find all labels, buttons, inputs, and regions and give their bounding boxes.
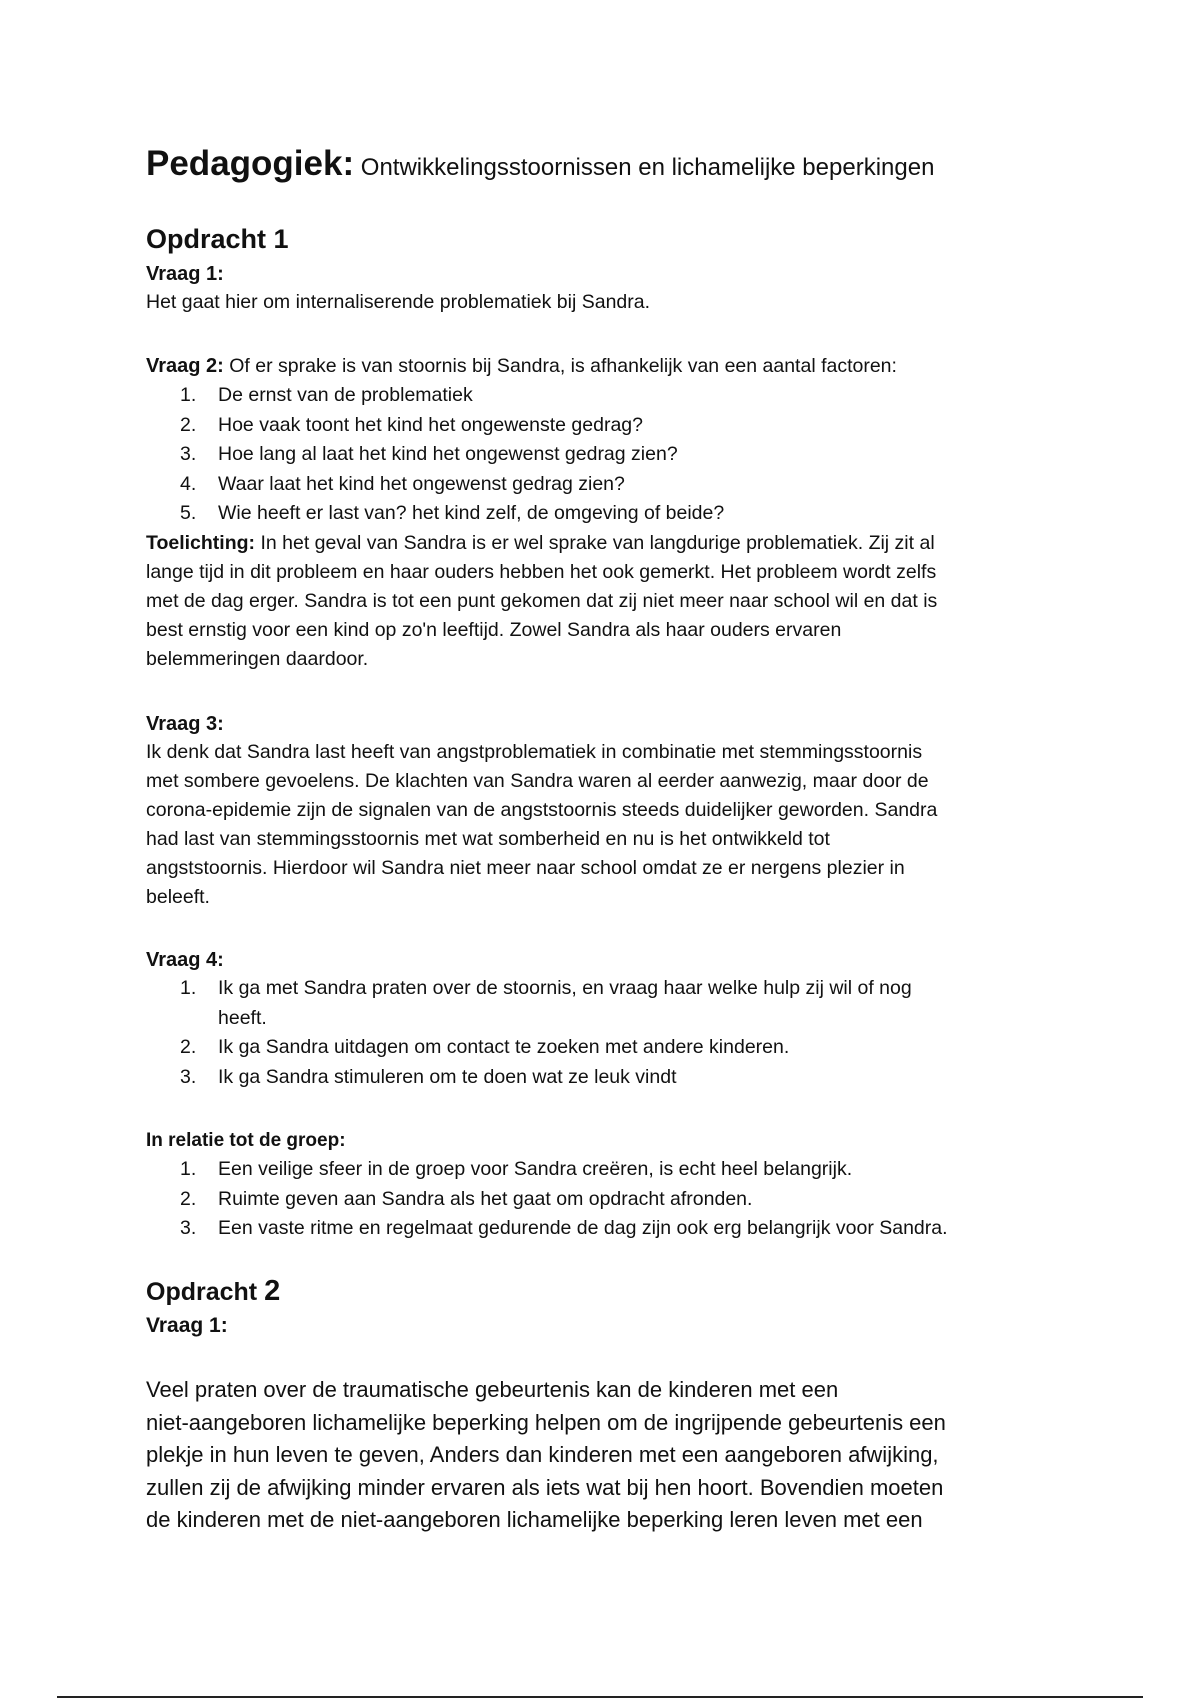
title-subject: Pedagogiek: [146, 144, 355, 183]
opdracht-2-section [146, 1274, 1066, 1309]
toelichting-label: Toelichting: [146, 531, 256, 554]
opdracht-2-vraag-1 [146, 1312, 1066, 1340]
list-item: 1. Ik ga met Sandra praten over de stoornis, en vraag haar welke hulp zij wil of nog heeft. [180, 977, 912, 1029]
vraag-2-factor-list [146, 381, 1066, 529]
list-item: 2. Ruimte geven aan Sandra als het gaat om opdracht afronden. [180, 1187, 753, 1210]
vraag-4 [146, 946, 1066, 1092]
list-item: 5. Wie heeft er last van? het kind zelf, de omgeving of beide? [180, 502, 725, 524]
vraag-3-answer: Ik denk dat Sandra last heeft van angstproblematiek in combinatie met stemmingsstoornis met sombere gevoelens. De klachten van Sandra waren al eerder aanwezig, maar door de corona-epidemie zijn de signalen van de angststoornis steeds duidelijker geworden. Sandra had last van stemmingsstoornis met wat somberheid en nu is het ontwikkeld tot angststoornis. Hierdoor wil Sandra niet meer naar school omdat ze er nergens plezier in beleeft. [146, 741, 938, 908]
list-item: 2. Ik ga Sandra uitdagen om contact te zoeken met andere kinderen. [180, 1036, 790, 1058]
list-item: 3. Een vaste ritme en regelmaat gedurende de dag zijn ook erg belangrijk voor Sandra. [180, 1217, 948, 1239]
vraag-1 [146, 260, 1066, 317]
vraag-2-intro: Of er sprake is van stoornis bij Sandra, is afhankelijk van een aantal factoren: [223, 355, 897, 377]
opdracht-2-vraag-1-answer: Veel praten over de traumatische gebeurtenis kan de kinderen met een niet-aangeboren lichamelijke beperking helpen om de ingrijpende gebeurtenis een plekje in hun leven te geven, Anders dan kinderen met een aangeboren afwijking, zullen zij de afwijking minder ervaren als iets wat bij hen hoort. Bovendien moeten de kinderen met de niet-aangeboren lichamelijke beperking leren leven met een [146, 1377, 946, 1532]
opdracht-2-vraag-1-label: Vraag 1: [146, 1314, 228, 1337]
opdracht-1-section [146, 222, 1066, 256]
list-item: 4. Waar laat het kind het ongewenst gedrag zien? [180, 472, 625, 495]
opdracht-1-heading: Opdracht 1 [146, 224, 289, 254]
vraag-2 [146, 352, 1066, 674]
page-bottom-rule [57, 1696, 1143, 1698]
groep-list [146, 1155, 1066, 1244]
vraag-1-answer: Het gaat hier om internaliserende problematiek bij Sandra. [146, 291, 651, 313]
opdracht-2-heading: Opdracht 2 [146, 1275, 281, 1307]
list-item: 3. Hoe lang al laat het kind het ongewenst gedrag zien? [180, 443, 678, 465]
vraag-2-label: Vraag 2: [146, 355, 224, 377]
list-item: 3. Ik ga Sandra stimuleren om te doen wat ze leuk vindt [180, 1065, 677, 1088]
list-item: 1. De ernst van de problematiek [180, 384, 473, 406]
page-title [146, 144, 934, 184]
list-item: 1. Een veilige sfeer in de groep voor Sandra creëren, is echt heel belangrijk. [180, 1158, 853, 1180]
vraag-3-label: Vraag 3: [146, 713, 224, 735]
vraag-4-action-list [146, 974, 1066, 1092]
vraag-1-label: Vraag 1: [146, 263, 224, 285]
vraag-3 [146, 710, 1066, 912]
list-item: 2. Hoe vaak toont het kind het ongewenste gedrag? [180, 413, 643, 436]
groep-section [146, 1127, 1066, 1244]
title-topic: Ontwikkelingsstoornissen en lichamelijke beperkingen [354, 154, 935, 181]
toelichting-paragraph: Toelichting: In het geval van Sandra is er wel sprake van langdurige problematiek. Zij zit al lange tijd in dit probleem en haar ouders hebben het ook gemerkt. Het probleem wordt zelfs met de dag erger. Sandra is tot een punt gekomen dat zij niet meer naar school wil en dat is best ernstig voor een kind op zo'n leeftijd. Zowel Sandra als haar ouders ervaren belemmeringen daardoor. [146, 531, 938, 670]
vraag-4-label: Vraag 4: [146, 949, 224, 971]
groep-label: In relatie tot de groep: [146, 1130, 346, 1151]
